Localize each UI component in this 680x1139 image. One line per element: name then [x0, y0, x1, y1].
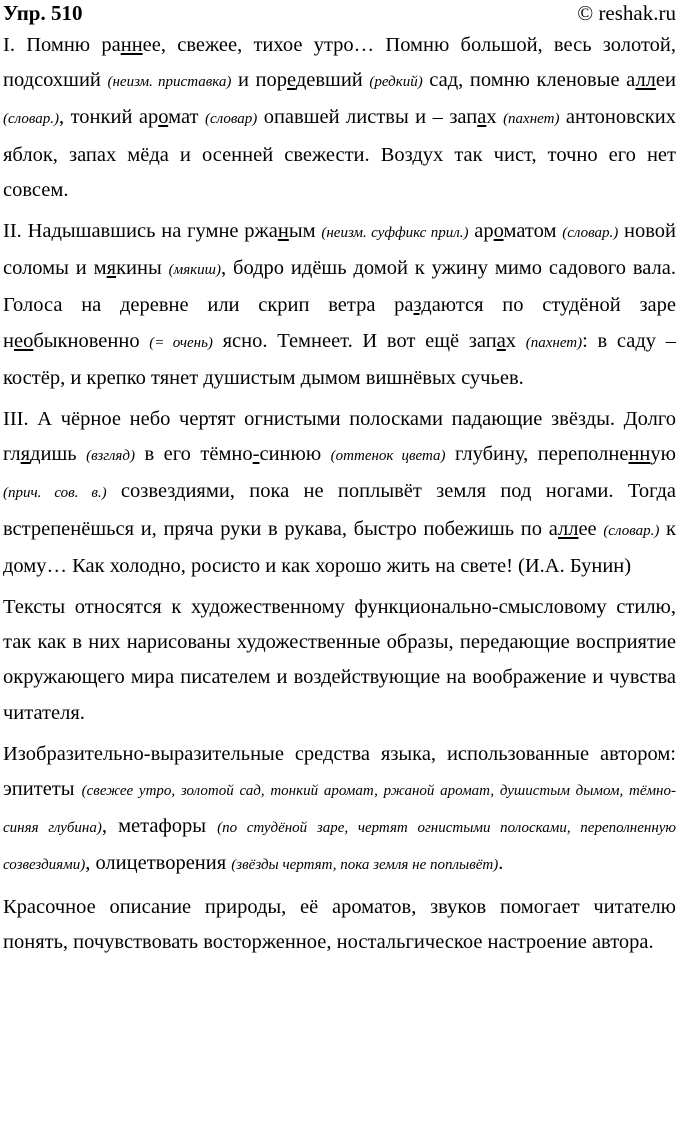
- annotation-note: (= очень): [149, 334, 213, 351]
- text-segment: ым: [288, 220, 322, 243]
- text-segment: I. Помню ра: [3, 34, 121, 56]
- text-segment: , тонкий ар: [59, 106, 159, 129]
- annotation-note: (словар): [204, 111, 258, 128]
- highlighted-letters: н: [277, 220, 289, 243]
- highlighted-letters: я: [20, 443, 31, 466]
- paragraph: [3, 28, 676, 208]
- exercise-body: [3, 28, 676, 960]
- text-segment: х: [486, 106, 504, 129]
- highlighted-letters: -: [252, 443, 260, 466]
- text-segment: новой соломы и м: [3, 220, 677, 280]
- text-segment: в его тёмно: [135, 443, 253, 466]
- site-credit: © reshak.ru: [577, 1, 676, 25]
- text-segment: антоновских яблок, запах мёда и осенней свежести. Воздух так чист, точно его нет совсем.: [3, 106, 676, 201]
- text-segment: ар: [468, 220, 494, 243]
- text-segment: ее: [578, 517, 604, 540]
- annotation-note: (словар.): [3, 111, 60, 128]
- text-segment: еи: [655, 69, 676, 92]
- annotation-note: (редкий): [369, 74, 423, 91]
- text-segment: быкновенно: [33, 329, 150, 352]
- text-segment: Изобразительно-выразительные средства языка, использованные автором: эпитеты: [3, 742, 676, 801]
- paragraph: [3, 890, 676, 960]
- text-segment: х: [505, 329, 526, 352]
- annotation-note: (свежее утро, золотой сад, тонкий аромат, ржаной аромат, душистым дымом, тёмно-синяя глубина): [3, 783, 676, 837]
- highlighted-letters: лл: [557, 517, 579, 540]
- annotation-note: (словар.): [562, 225, 619, 242]
- highlighted-letters: д: [23, 69, 35, 92]
- text-segment: ее, свежее, тихое утро… Помню большой, весь золотой, по: [3, 34, 676, 92]
- annotation-note: (пахнет): [503, 111, 560, 128]
- text-segment: глубину, переполне: [445, 443, 629, 466]
- text-segment: , бодро идёшь домой к ужину мимо садового вала. Голоса на деревне или скрип ветра ра: [3, 257, 676, 317]
- text-segment: синюю: [259, 443, 331, 466]
- text-segment: к дому… Как холодно, росисто и как хорошо жить на свете! (И.А. Бунин): [3, 517, 676, 577]
- annotation-note: (неизм. суффикс прил.): [321, 225, 469, 242]
- text-segment: : в саду – костёр, и крепко тянет душистым дымом вишнёвых сучьев.: [3, 329, 676, 389]
- text-segment: ясно. Темнеет. И вот ещё зап: [212, 329, 497, 352]
- text-segment: сад, помню кленовые а: [422, 69, 636, 92]
- highlighted-letters: а: [477, 106, 487, 129]
- highlighted-letters: ео: [13, 329, 34, 352]
- text-segment: III. А чёрное небо чертят огнистыми полосками падающие звёзды. Долго гл: [3, 408, 676, 466]
- highlighted-letters: о: [158, 106, 169, 129]
- annotation-note: (пахнет): [525, 334, 583, 351]
- text-segment: Красочное описание природы, её ароматов, звуков помогает читателю понять, почувствовать восторженное, ностальгическое настроение автора.: [3, 895, 676, 953]
- header: [3, 0, 676, 28]
- annotation-note: (взгляд): [86, 448, 135, 465]
- paragraph: [3, 737, 676, 884]
- highlighted-letters: нн: [120, 34, 143, 56]
- annotation-note: (прич. сов. в.): [3, 485, 107, 502]
- exercise-title: Упр. 510: [3, 1, 83, 25]
- annotation-note: (мякиш): [168, 262, 222, 279]
- paragraph: [3, 590, 676, 731]
- highlighted-letters: о: [493, 220, 504, 243]
- highlighted-letters: а: [496, 329, 506, 352]
- paragraph: [3, 214, 676, 396]
- text-segment: мат: [168, 106, 205, 129]
- text-segment: ую: [650, 443, 676, 466]
- text-segment: опавшей листвы и – зап: [257, 106, 478, 129]
- text-segment: Тексты относятся к художественному функционально-смысловому стилю, так как в них нарисованы художественные образы, передающие восприятие окружающего мира писателем и воздействующие на воображение и чувства читателя.: [3, 596, 676, 724]
- text-segment: созвездиями, пока не поплывёт земля под ногами. Тогда встрепенёшься и, пряча руки в рукава, быстро побежишь по а: [3, 480, 676, 540]
- annotation-note: (словар.): [603, 522, 660, 539]
- annotation-note: (оттенок цвета): [330, 448, 446, 465]
- text-segment: кины: [116, 257, 169, 280]
- annotation-note: (звёзды чертят, пока земля не поплывёт): [231, 857, 499, 874]
- text-segment: матом: [503, 220, 563, 243]
- paragraph: [3, 402, 676, 584]
- text-segment: , олицетворения: [85, 852, 232, 875]
- text-segment: II. Надышавшись на гумне ржа: [3, 220, 278, 243]
- highlighted-letters: лл: [635, 69, 656, 92]
- text-segment: сохший: [34, 69, 108, 92]
- annotation-note: (неизм. приставка): [107, 74, 232, 91]
- annotation-note: (по студёной заре, чертят огнистыми полосками, переполненную созвездиями): [3, 820, 677, 874]
- text-segment: , метафоры: [101, 815, 218, 838]
- highlighted-letters: е: [286, 69, 296, 92]
- text-segment: и пор: [231, 69, 287, 92]
- highlighted-letters: я: [106, 257, 117, 280]
- highlighted-letters: нн: [628, 443, 651, 466]
- highlighted-letters: зд: [413, 294, 432, 317]
- text-segment: дишь: [30, 443, 87, 466]
- text-segment: .: [498, 852, 504, 875]
- text-segment: аются по студёной заре н: [3, 294, 676, 352]
- text-segment: девший: [295, 69, 370, 92]
